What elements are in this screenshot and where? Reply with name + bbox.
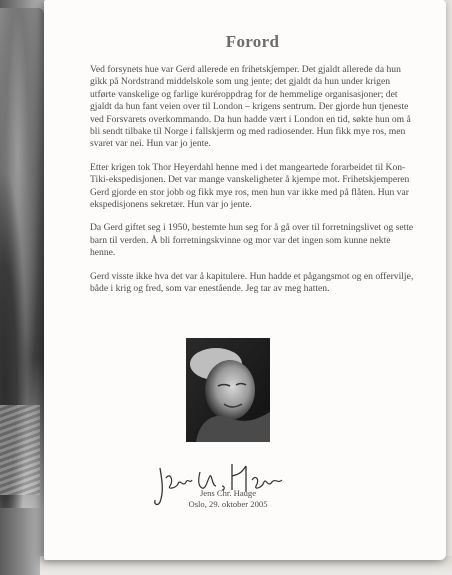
signature-caption	[140, 488, 316, 510]
paragraph-3: Da Gerd giftet seg i 1950, bestemte hun seg for å gå over til forretningslivet og sette barn til verden. Å bli forretningskvinne og mor var det ingen som kunne nekte henne.	[90, 222, 414, 259]
page-content	[90, 32, 415, 307]
portrait-image	[186, 338, 270, 442]
portrait-photo	[186, 338, 270, 442]
page-title: Forord	[225, 32, 280, 51]
signature-name: Jens Chr. Hauge	[199, 488, 257, 498]
paragraph-4: Gerd visste ikke hva det var å kapitulere. Hun hadde et pågangsmot og en offervilje, både i krig og fred, som var enestående. Jeg tar av meg hatten.	[90, 270, 414, 295]
signature-place-date: Oslo, 29. oktober 2005	[188, 499, 268, 509]
previous-page-texture	[0, 405, 40, 495]
paragraph-1: Ved forsynets hue var Gerd allerede en frihetskjemper. Det gjaldt allerede da hun gikk på Nordstrand middelskole som ung jente; det gjaldt da hun under krigen utførte vanskelige og farlige kuréroppdrag for de hemmelige organisasjoner; det gjaldt da hun fant veien over til London – krigens sentrum. Der gjorde hun tjeneste ved Forsvarets overkommando. Da hun hadde vært i London en tid, søkte hun om å bli sendt tilbake til Norge i fallskjerm og med radiosender. Hun fikk mye ros, men svaret var nei. Hun var jo jente.	[90, 64, 411, 150]
paragraph-2: Etter krigen tok Thor Heyerdahl henne med i det mangeartede forarbeidet til Kon-Tiki-ekspedisjonen. Det var mange vanskeligheter å kjempe mot. Frihetskjemperen Gerd gjorde en stor jobb og fikk mye ros, men hun var ikke med på flåten. Hun var ekspedisjonens sekretær. Hun var jo jente.	[90, 161, 410, 211]
